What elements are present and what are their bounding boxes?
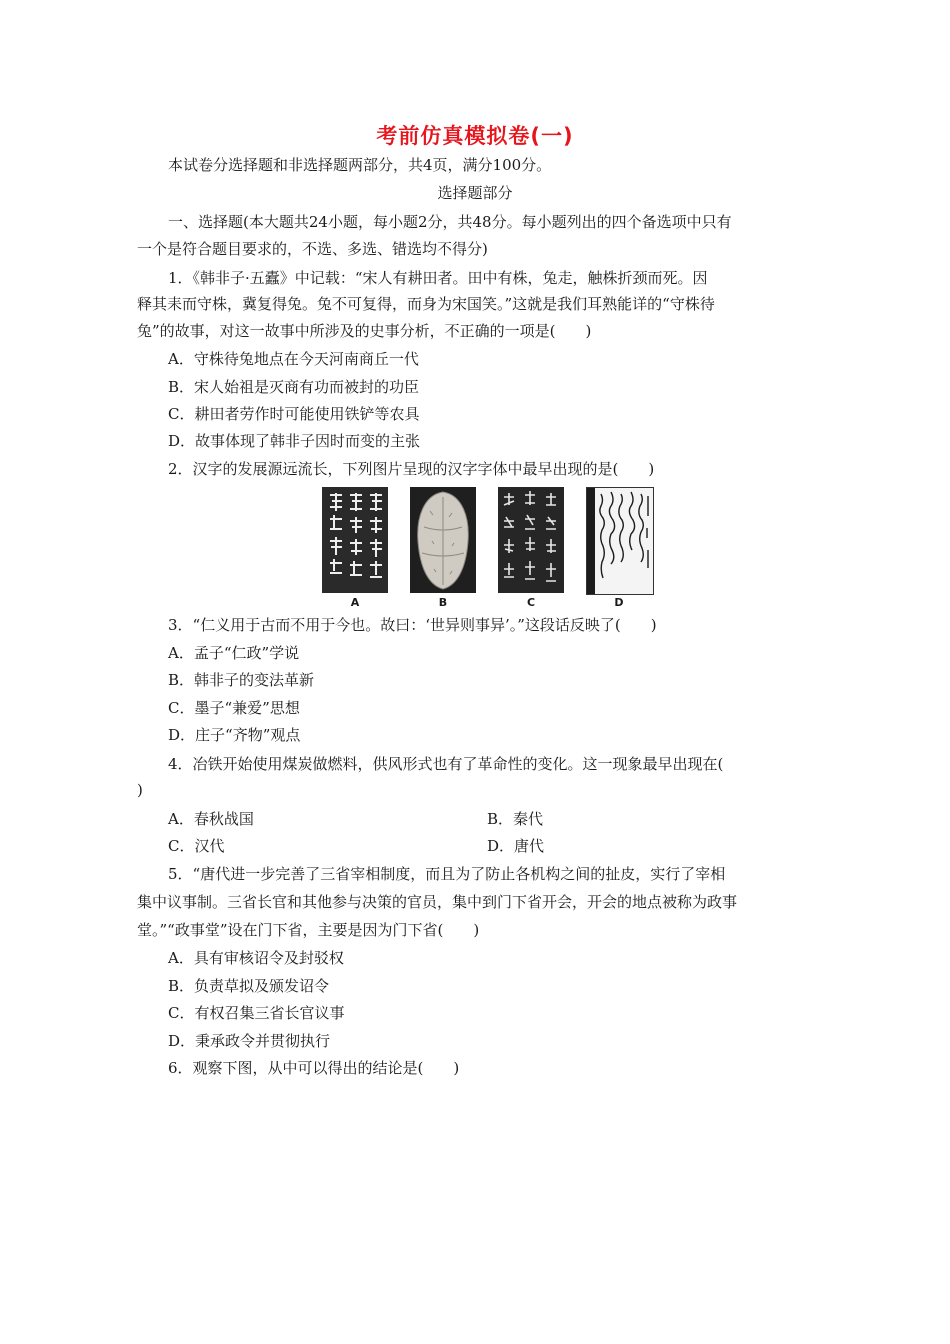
exam-intro: 本试卷分选择题和非选择题两部分，共4页，满分100分。 bbox=[168, 156, 552, 174]
question-4-option-d[interactable]: D．唐代 bbox=[487, 837, 545, 855]
question-5-option-d[interactable]: D．秉承政令并贯彻执行 bbox=[168, 1032, 331, 1050]
question-5-stem: 堂。”“政事堂”设在门下省，主要是因为门下省( ) bbox=[137, 921, 480, 939]
figure-d-label: D bbox=[614, 596, 624, 609]
figure-c-label: C bbox=[526, 596, 536, 609]
script-figures bbox=[322, 487, 662, 612]
question-2-stem: 2．汉字的发展源远流长，下列图片呈现的汉字字体中最早出现的是( ) bbox=[168, 460, 655, 478]
question-1-stem: 兔”的故事，对这一故事中所涉及的史事分析，不正确的一项是( ) bbox=[137, 322, 592, 340]
question-4-option-c[interactable]: C．汉代 bbox=[168, 837, 225, 855]
question-5-option-a[interactable]: A．具有审核诏令及封驳权 bbox=[168, 949, 344, 967]
question-6-stem: 6．观察下图，从中可以得出的结论是( ) bbox=[168, 1059, 460, 1077]
figure-a-label: A bbox=[350, 596, 360, 609]
question-1-option-b[interactable]: B．宋人始祖是灭商有功而被封的功臣 bbox=[168, 378, 420, 396]
question-5-stem: 5．“唐代进一步完善了三省宰相制度，而且为了防止各机构之间的扯皮，实行了宰相 bbox=[168, 865, 726, 883]
figure-d-running-script-image[interactable] bbox=[586, 487, 654, 595]
question-1-option-a[interactable]: A．守株待兔地点在今天河南商丘一代 bbox=[168, 350, 419, 368]
figure-b-label: B bbox=[438, 596, 448, 609]
figure-b-oracle-bone-image[interactable] bbox=[410, 487, 476, 593]
question-4-stem: 4．冶铁开始使用煤炭做燃料，供风形式也有了革命性的变化。这一现象最早出现在( bbox=[168, 755, 724, 773]
figure-c-regular-script-image[interactable] bbox=[498, 487, 564, 593]
figure-a-clerical-script-image[interactable] bbox=[322, 487, 388, 593]
question-1-stem: 1．《韩非子·五蠹》中记载：“宋人有耕田者。田中有株，兔走，触株折颈而死。因 bbox=[168, 269, 708, 287]
question-4-option-a[interactable]: A．春秋战国 bbox=[168, 810, 254, 828]
question-4-option-b[interactable]: B．秦代 bbox=[487, 810, 544, 828]
question-5-stem: 集中议事制。三省长官和其他参与决策的官员，集中到门下省开会，开会的地点被称为政事 bbox=[137, 893, 738, 911]
question-3-option-c[interactable]: C．墨子“兼爱”思想 bbox=[168, 699, 300, 717]
instructions-line: 一、选择题(本大题共24小题，每小题2分，共48分。每小题列出的四个备选项中只有 bbox=[168, 213, 732, 231]
question-1-stem: 释其耒而守株，冀复得兔。兔不可复得，而身为宋国笑。”这就是我们耳熟能详的“守株待 bbox=[137, 295, 715, 313]
question-3-option-b[interactable]: B．韩非子的变法革新 bbox=[168, 671, 315, 689]
instructions-line: 一个是符合题目要求的，不选、多选、错选均不得分) bbox=[137, 240, 488, 258]
question-3-stem: 3．“仁义用于古而不用于今也。故曰：‘世异则事异’。”这段话反映了( ) bbox=[168, 616, 657, 634]
question-4-stem: ) bbox=[137, 781, 143, 799]
question-5-option-b[interactable]: B．负责草拟及颁发诏令 bbox=[168, 977, 330, 995]
question-1-option-c[interactable]: C．耕田者劳作时可能使用铁铲等农具 bbox=[168, 405, 420, 423]
section-heading: 选择题部分 bbox=[437, 184, 513, 202]
question-1-option-d[interactable]: D．故事体现了韩非子因时而变的主张 bbox=[168, 432, 421, 450]
question-5-option-c[interactable]: C．有权召集三省长官议事 bbox=[168, 1004, 345, 1022]
question-3-option-d[interactable]: D．庄子“齐物”观点 bbox=[168, 726, 301, 744]
question-3-option-a[interactable]: A．孟子“仁政”学说 bbox=[168, 644, 300, 662]
exam-title: 考前仿真模拟卷(一) bbox=[376, 124, 574, 148]
